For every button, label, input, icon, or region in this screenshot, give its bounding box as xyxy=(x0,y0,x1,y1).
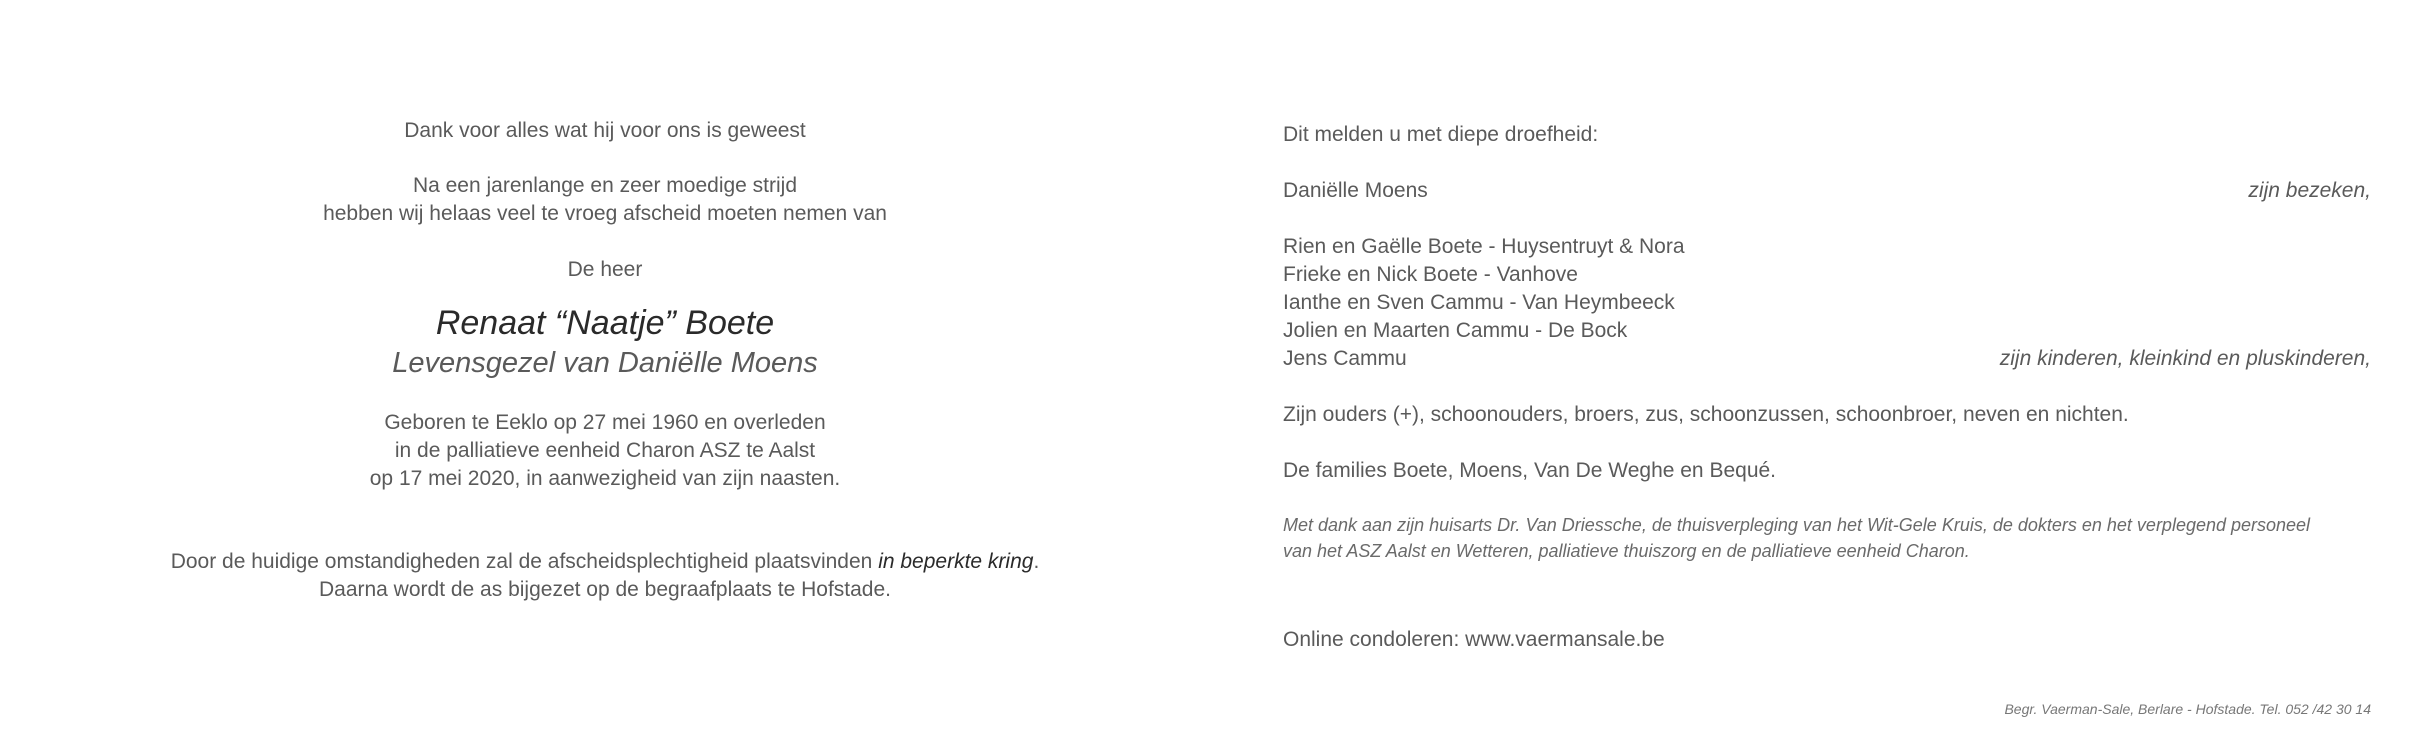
ceremony-suffix: . xyxy=(1033,550,1040,573)
families-line: De families Boete, Moens, Van De Weghe en Bequé. xyxy=(1283,459,1777,482)
children-block xyxy=(1283,233,2371,373)
child-name: Rien en Gaëlle Boete - Huysentruyt & Nora xyxy=(1283,235,1685,258)
list-item xyxy=(1283,233,2371,261)
ceremony-line-2: Daarna wordt de as bijgezet op de begraafplaats te Hofstade. xyxy=(318,578,892,601)
list-item xyxy=(1283,261,2371,289)
online-condolence: Online condoleren: www.vaermansale.be xyxy=(1283,628,1665,651)
parents-line: Zijn ouders (+), schoonouders, broers, zus, schoonzussen, schoonbroer, neven en nichten. xyxy=(1283,403,2129,426)
partner-relation: zijn bezeken, xyxy=(2248,179,2371,202)
acknowledgement-line-2: van het ASZ Aalst en Wetteren, palliatieve thuiszorg en de palliatieve eenheid Charon. xyxy=(1283,541,1970,561)
partner-block xyxy=(1283,177,2371,205)
deceased-name: Renaat “Naatje” Boete xyxy=(435,304,775,342)
announcement-intro: Dit melden u met diepe droefheid: xyxy=(1283,123,1599,146)
intro-line-2: hebben wij helaas veel te vroeg afscheid moeten nemen van xyxy=(323,202,887,225)
thanks-line: Dank voor alles wat hij voor ons is geweest xyxy=(404,119,806,142)
list-item xyxy=(1283,345,2371,373)
ceremony-emphasis: in beperkte kring xyxy=(878,550,1034,573)
deceased-subtitle: Levensgezel van Daniëlle Moens xyxy=(392,347,818,379)
partner-row xyxy=(1283,177,2371,205)
child-name: Frieke en Nick Boete - Vanhove xyxy=(1283,263,1578,286)
ceremony-prefix: Door de huidige omstandigheden zal de afscheidsplechtigheid plaatsvinden xyxy=(170,550,879,573)
children-relation: zijn kinderen, kleinkind en pluskinderen, xyxy=(1999,347,2371,370)
birth-line-1: Geboren te Eeklo op 27 mei 1960 en overleden xyxy=(384,411,826,434)
child-name: Jens Cammu xyxy=(1283,347,1407,370)
partner-name: Daniëlle Moens xyxy=(1283,179,1428,202)
birth-death-block xyxy=(80,409,1130,493)
acknowledgement-block xyxy=(1283,512,2371,564)
birth-line-2: in de palliatieve eenheid Charon ASZ te Aalst xyxy=(394,439,816,462)
ceremony-line-1 xyxy=(80,548,1130,576)
ceremony-block xyxy=(80,548,1130,604)
child-name: Jolien en Maarten Cammu - De Bock xyxy=(1283,319,1628,342)
list-item xyxy=(1283,289,2371,317)
list-item xyxy=(1283,317,2371,345)
intro-line-1: Na een jarenlange en zeer moedige strijd xyxy=(412,174,798,197)
acknowledgement-line-1: Met dank aan zijn huisarts Dr. Van Driessche, de thuisverpleging van het Wit-Gele Kruis, de dokters en het verplegend personeel xyxy=(1283,515,2311,535)
funeral-home-footer: Begr. Vaerman-Sale, Berlare - Hofstade. Tel. 052 /42 30 14 xyxy=(2004,701,2371,717)
intro-block xyxy=(80,172,1130,228)
salutation: De heer xyxy=(567,258,643,281)
birth-line-3: op 17 mei 2020, in aanwezigheid van zijn naasten. xyxy=(369,467,841,490)
child-name: Ianthe en Sven Cammu - Van Heymbeeck xyxy=(1283,291,1675,314)
